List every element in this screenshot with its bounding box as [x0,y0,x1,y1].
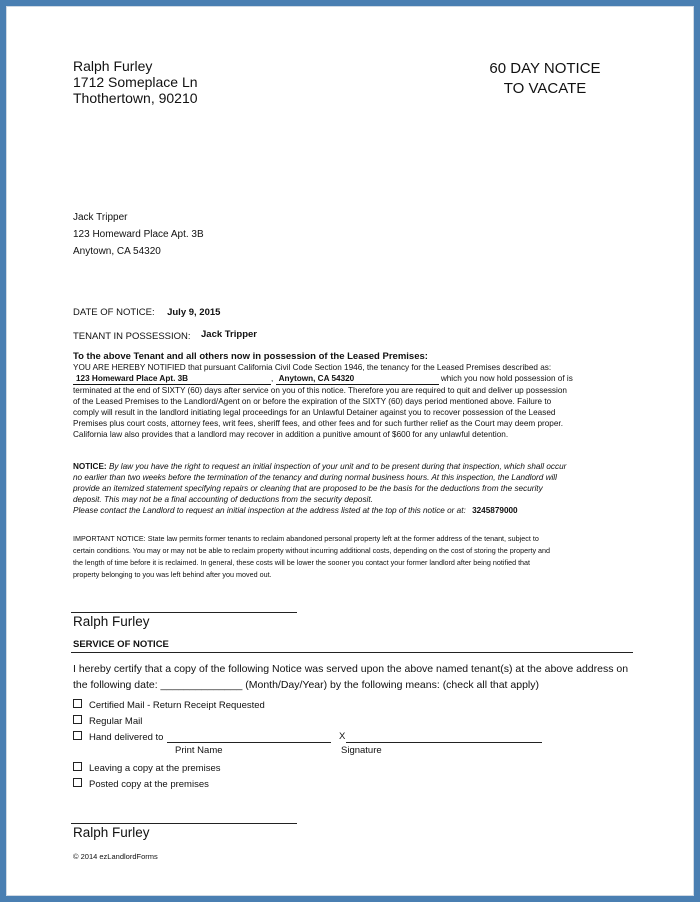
cert-line2: the following date: ______________ (Month/Day/Year) by the following means: (check all that apply) [73,679,539,691]
checkbox-leaving-copy[interactable] [73,762,82,771]
checkbox-regular-mail[interactable] [73,715,82,724]
recipient-name: Jack Tripper [73,212,128,223]
print-name-label: Print Name [175,745,223,756]
date-of-notice-value: July 9, 2015 [167,307,221,318]
signature1-line [71,612,297,613]
sender-address1: 1712 Someplace Ln [73,74,198,90]
notice-line1 [73,461,643,472]
service-heading-rule [71,652,633,653]
hand-delivered-label: Hand delivered to [89,732,164,743]
service-certification [73,661,628,693]
cert-line1: I hereby certify that a copy of the following Notice was served upon the above named tenant(s) at the above address on [73,663,629,675]
important-label: IMPORTANT NOTICE: [73,534,146,543]
tenant-row [73,326,257,344]
important-line4: property belonging to you was left behind after you moved out. [73,570,272,579]
notice-title [470,59,620,99]
main-paragraph [73,362,643,440]
copyright: © 2014 ezLandlordForms [73,852,158,861]
sender-block [73,58,198,106]
title-line1: 60 DAY NOTICE [489,60,601,77]
notice-label: NOTICE: [73,462,107,471]
title-line2: TO VACATE [503,80,587,97]
main-line1: YOU ARE HEREBY NOTIFIED that pursuant California Civil Code Section 1946, the tenancy for the Leased Premises described as: [73,363,552,372]
main-heading: To the above Tenant and all others now in possession of the Leased Premises: [73,351,428,362]
signature1-name: Ralph Furley [73,614,150,629]
option-certified-mail[interactable] [73,699,265,711]
notice-phone: 3245879000 [472,506,518,515]
checkbox-certified-mail[interactable] [73,699,82,708]
checkbox-hand-delivered[interactable] [73,731,82,740]
notice-paragraph [73,461,643,516]
main-line6: Premises plus court costs, attorney fees, writ fees, sheriff fees, and other fees and for such further relief as the Court may deem proper. [73,419,563,428]
option-regular-mail[interactable] [73,715,142,727]
regular-mail-label: Regular Mail [89,716,143,727]
option-posted-copy[interactable] [73,778,209,790]
sender-name: Ralph Furley [73,58,153,74]
option-hand-delivered[interactable] [73,731,163,743]
recipient-address2: Anytown, CA 54320 [73,246,161,257]
premises-street: 123 Homeward Place Apt. 3B [73,373,271,385]
date-of-notice-label: DATE OF NOTICE: [73,307,155,318]
main-line3: terminated at the end of SIXTY (60) days after service on you of this notice. Therefore you are required to quit and deliver up possession [73,386,567,395]
service-heading: SERVICE OF NOTICE [73,639,169,650]
notice-line5 [73,505,643,516]
important-line1-text: State law permits former tenants to reclaim abandoned personal property left at the former address of the tenant, subject to [147,534,539,543]
important-line1 [73,533,643,545]
important-line3: the length of time before it is reclaimed. In general, these costs will be lower the sooner you contact your former landlord after being notified that [73,558,531,567]
important-paragraph [73,533,643,581]
tenant-value: Jack Tripper [201,329,257,340]
important-line2: certain conditions. You may or may not be able to reclaim property without incurring additional costs, depending on the cost of storing the property and [73,546,551,555]
notice-line3: provide an itemized statement specifying repairs or cleaning that are proposed to be the basis for the deductions from the security [73,484,543,493]
premises-city: Anytown, CA 54320 [276,373,439,385]
signature-label: Signature [341,745,382,756]
tenant-label: TENANT IN POSSESSION: [73,331,191,342]
x-mark: X [339,731,346,742]
main-line4: of the Leased Premises to the Landlord/Agent on or before the expiration of the SIXTY (60) days period mentioned above. Failure to [73,397,552,406]
signature-line[interactable] [346,742,542,743]
notice-line4: deposit. This may not be a final accounting of deductions from the security deposit. [73,495,373,504]
notice-line2: no earlier than two weeks before the termination of the tenancy and during normal business hours. At this inspection, the Landlord will [73,473,557,482]
signature2-name: Ralph Furley [73,825,150,840]
certified-mail-label: Certified Mail - Return Receipt Requested [89,700,265,711]
date-of-notice-row [73,302,220,320]
recipient-block [73,209,204,260]
signature2-line [71,823,297,824]
main-line2-tail: which you now hold possession of is [440,374,573,383]
main-line2: 123 Homeward Place Apt. 3B , Anytown, CA 54320 which you now hold possession of is [73,373,643,385]
recipient-address1: 123 Homeward Place Apt. 3B [73,229,204,240]
option-leaving-copy[interactable] [73,762,221,774]
checkbox-posted-copy[interactable] [73,778,82,787]
notice-line1-text: By law you have the right to request an initial inspection of your unit and to be present during that inspection, which shall occur [108,462,567,471]
print-name-line[interactable] [167,742,331,743]
main-line7: California law also provides that a landlord may recover in addition a punitive amount of $600 for any unlawful detention. [73,430,509,439]
sender-address2: Thothertown, 90210 [73,90,198,106]
posted-copy-label: Posted copy at the premises [89,779,209,790]
notice-line5-text: Please contact the Landlord to request an initial inspection at the address listed at the top of this notice or at: [73,506,466,515]
leaving-copy-label: Leaving a copy at the premises [89,763,221,774]
main-line5: comply will result in the landlord initiating legal proceedings for an Unlawful Detainer against you to recover possession of the Leased [73,408,556,417]
